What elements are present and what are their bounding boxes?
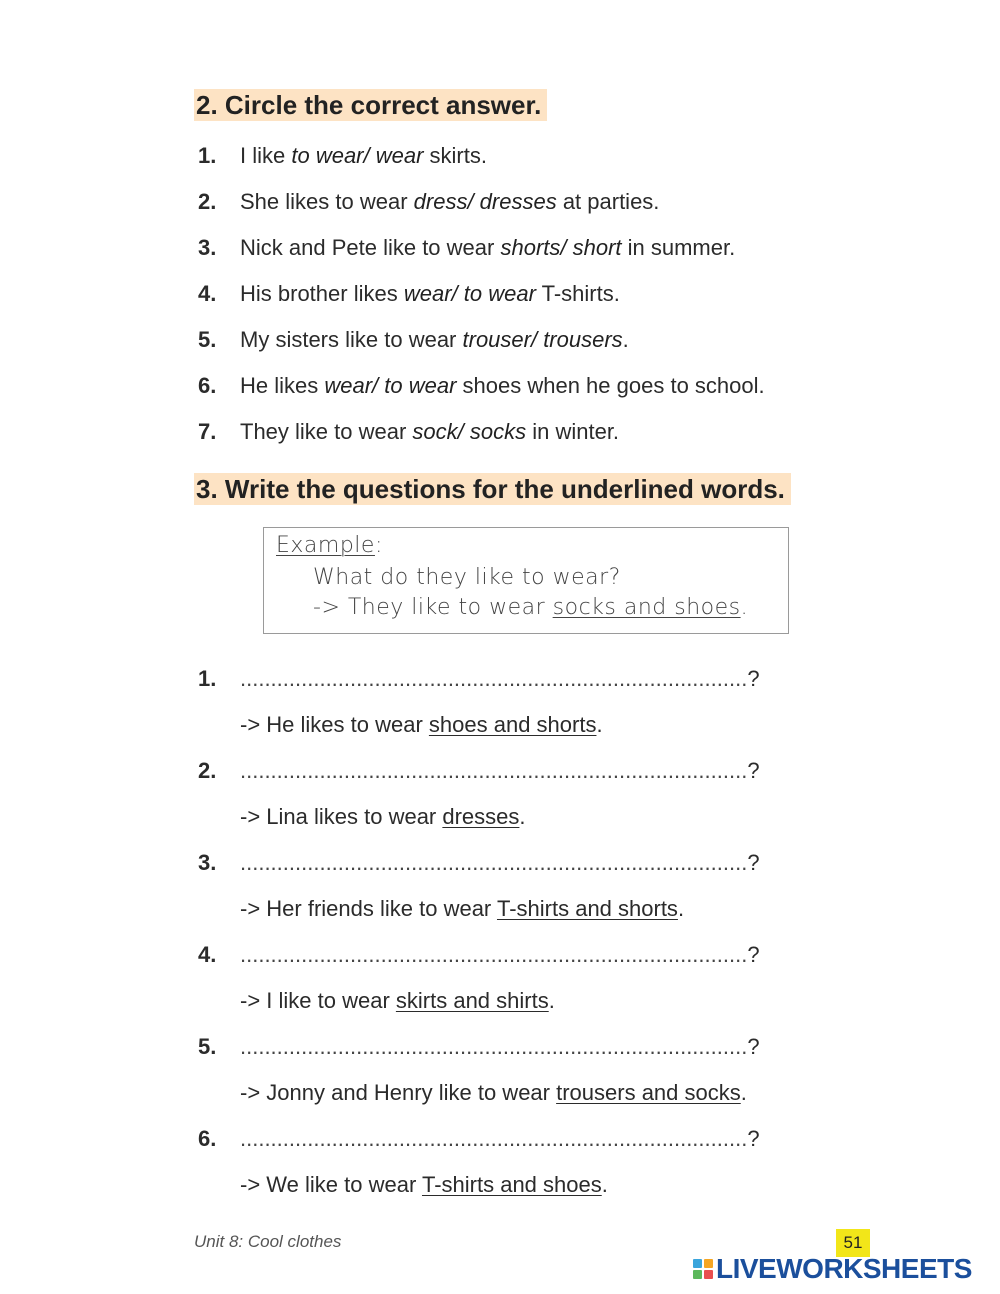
example-answer: -> They like to wear socks and shoes. [313,595,749,620]
item-number: 6. [198,1126,217,1151]
item-number: 2. [198,758,217,783]
answer-options[interactable]: to wear/ wear [291,143,424,168]
item-number: 4. [198,281,217,306]
item-sentence: His brother likes wear/ to wear T-shirts. [240,281,620,306]
underlined-words: T-shirts and shoes [421,1172,602,1197]
answer-sentence: -> Jonny and Henry like to wear trousers and socks. [240,1080,747,1105]
question-blank[interactable]: ...................................................................................? [240,1034,760,1059]
item-number: 1. [198,666,217,691]
example-question: What do they like to wear? [313,565,621,590]
underlined-words: skirts and shirts [395,988,549,1013]
underlined-words: T-shirts and shorts [496,896,678,921]
answer-sentence: -> He likes to wear shoes and shorts. [240,712,603,737]
item-number: 3. [198,850,217,875]
section-2-heading: 2. Circle the correct answer. [194,89,547,121]
underlined-words: shoes and shorts [428,712,597,737]
answer-sentence: -> Her friends like to wear T-shirts and shorts. [240,896,685,921]
item-number: 4. [198,942,217,967]
item-sentence: They like to wear sock/ socks in winter. [240,419,620,444]
item-number: 2. [198,189,217,214]
section-3-heading: 3. Write the questions for the underlined words. [194,473,791,505]
question-blank[interactable]: ...................................................................................? [240,1126,760,1151]
page-number-badge: 51 [836,1229,870,1257]
question-blank[interactable]: ...................................................................................? [240,850,760,875]
answer-sentence: -> We like to wear T-shirts and shoes. [240,1172,608,1197]
answer-options[interactable]: wear/ to wear [324,373,457,398]
item-number: 3. [198,235,217,260]
item-sentence: Nick and Pete like to wear shorts/ short in summer. [240,235,736,260]
item-number: 6. [198,373,217,398]
item-sentence: She likes to wear dress/ dresses at parties. [240,189,660,214]
unit-footer: Unit 8: Cool clothes [194,1232,342,1251]
answer-options[interactable]: shorts/ short [500,235,622,260]
answer-options[interactable]: wear/ to wear [403,281,536,306]
item-number: 1. [198,143,217,168]
liveworksheets-logo[interactable] [693,1252,972,1286]
answer-sentence: -> I like to wear skirts and shirts. [240,988,555,1013]
item-sentence: My sisters like to wear trouser/ trousers. [240,327,629,352]
answer-options[interactable]: trouser/ trousers [462,327,623,352]
underlined-words: trousers and socks [556,1080,741,1105]
example-label: Example: [276,533,383,558]
item-number: 7. [198,419,217,444]
logo-blocks-icon [693,1259,713,1279]
question-blank[interactable]: ...................................................................................? [240,666,760,691]
question-blank[interactable]: ...................................................................................? [240,942,760,967]
answer-options[interactable]: dress/ dresses [413,189,557,214]
item-sentence: He likes wear/ to wear shoes when he goes to school. [240,373,765,398]
logo-text: LIVEWORKSHEETS [716,1253,972,1284]
answer-sentence: -> Lina likes to wear dresses. [240,804,526,829]
item-number: 5. [198,327,217,352]
underlined-words: dresses [442,804,520,829]
answer-options[interactable]: sock/ socks [412,419,527,444]
question-blank[interactable]: ...................................................................................? [240,758,760,783]
example-box [263,527,789,634]
item-number: 5. [198,1034,217,1059]
item-sentence: I like to wear/ wear skirts. [240,143,487,168]
